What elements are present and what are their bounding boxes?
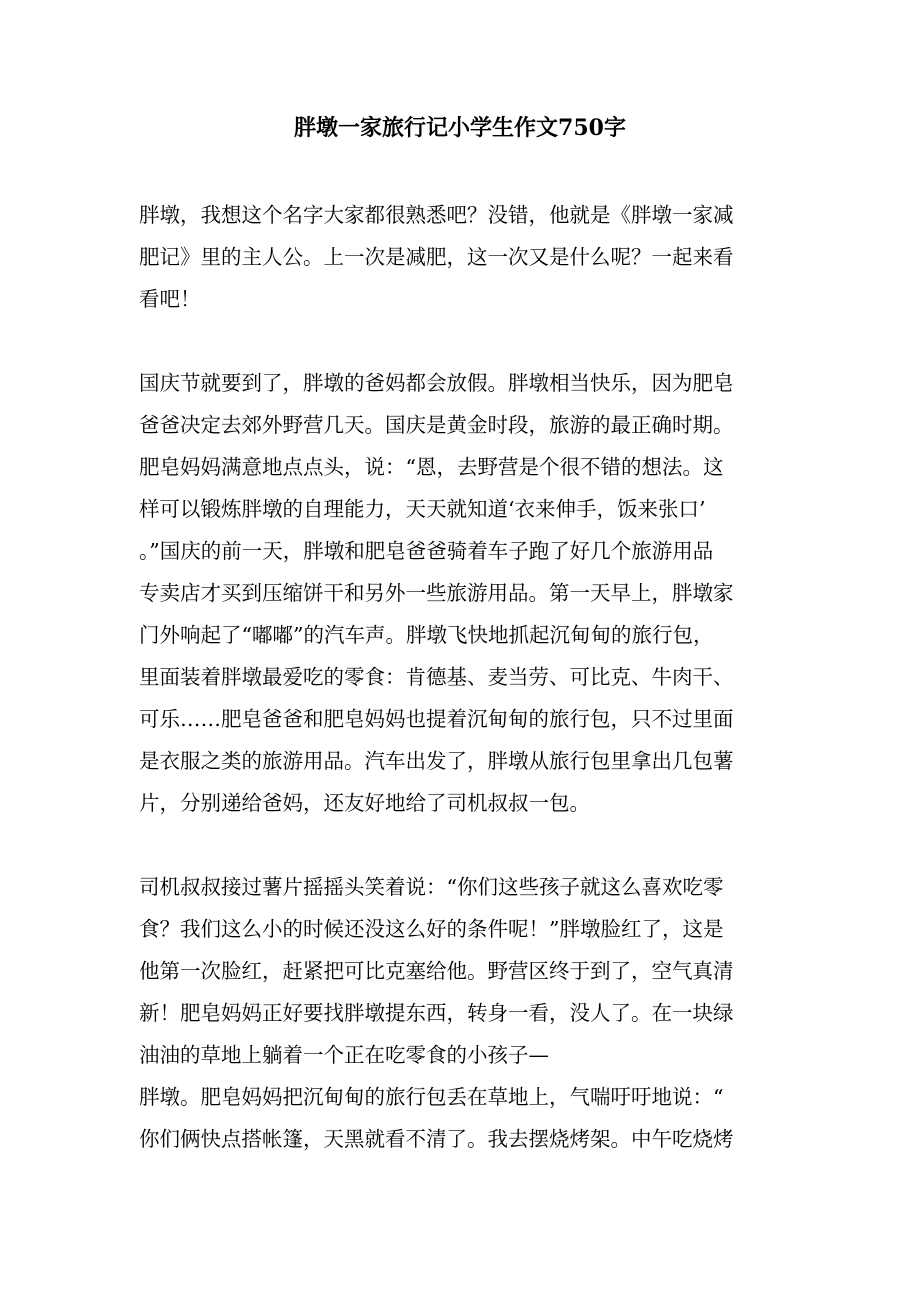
text-line: 司机叔叔接过薯片摇摇头笑着说：“你们这些孩子就这么喜欢吃零 xyxy=(139,875,724,899)
text-line: 新！肥皂妈妈正好要找胖墩提东西，转身一看，没人了。在一块绿 xyxy=(139,1001,734,1025)
text-line: 是衣服之类的旅游用品。汽车出发了，胖墩从旅行包里拿出几包薯 xyxy=(139,749,734,773)
text-line: 肥记》里的主人公。上一次是减肥，这一次又是什么呢？一起来看 xyxy=(139,245,734,269)
text-line: 食？我们这么小的时候还没这么好的条件呢！”胖墩脸红了，这是 xyxy=(139,917,724,941)
text-line: 他第一次脸红，赶紧把可比克塞给他。野营区终于到了，空气真清 xyxy=(139,959,734,983)
text-line: 胖墩。肥皂妈妈把沉甸甸的旅行包丢在草地上，气喘吁吁地说：“ xyxy=(139,1085,724,1109)
text-line: 看吧！ xyxy=(139,287,201,311)
text-line: 你们俩快点搭帐篷，天黑就看不清了。我去摆烧烤架。中午吃烧烤 xyxy=(139,1127,734,1151)
text-line: 爸爸决定去郊外野营几天。国庆是黄金时段，旅游的最正确时期。 xyxy=(139,413,734,437)
text-line: 片，分别递给爸妈，还友好地给了司机叔叔一包。 xyxy=(139,791,590,815)
text-line: 样可以锻炼胖墩的自理能力，天天就知道‘衣来伸手，饭来张口’ xyxy=(139,497,706,521)
text-line: 里面装着胖墩最爱吃的零食：肯德基、麦当劳、可比克、牛肉干、 xyxy=(139,665,734,689)
text-line: 门外响起了“嘟嘟”的汽车声。胖墩飞快地抓起沉甸甸的旅行包， xyxy=(139,623,714,647)
text-line: 肥皂妈妈满意地点点头，说：“恩，去野营是个很不错的想法。这 xyxy=(139,455,724,479)
text-line: 可乐……肥皂爸爸和肥皂妈妈也提着沉甸甸的旅行包，只不过里面 xyxy=(139,707,734,731)
text-line: 专卖店才买到压缩饼干和另外一些旅游用品。第一天早上，胖墩家 xyxy=(139,581,734,605)
document-title: 胖墩一家旅行记小学生作文750字 xyxy=(294,115,626,141)
text-line: 胖墩，我想这个名字大家都很熟悉吧？没错，他就是《胖墩一家减 xyxy=(139,203,734,227)
text-line: 国庆节就要到了，胖墩的爸妈都会放假。胖墩相当快乐，因为肥皂 xyxy=(139,371,734,395)
text-line: 油油的草地上躺着一个正在吃零食的小孩子— xyxy=(139,1043,549,1067)
text-line: 。”国庆的前一天，胖墩和肥皂爸爸骑着车子跑了好几个旅游用品 xyxy=(139,539,714,563)
